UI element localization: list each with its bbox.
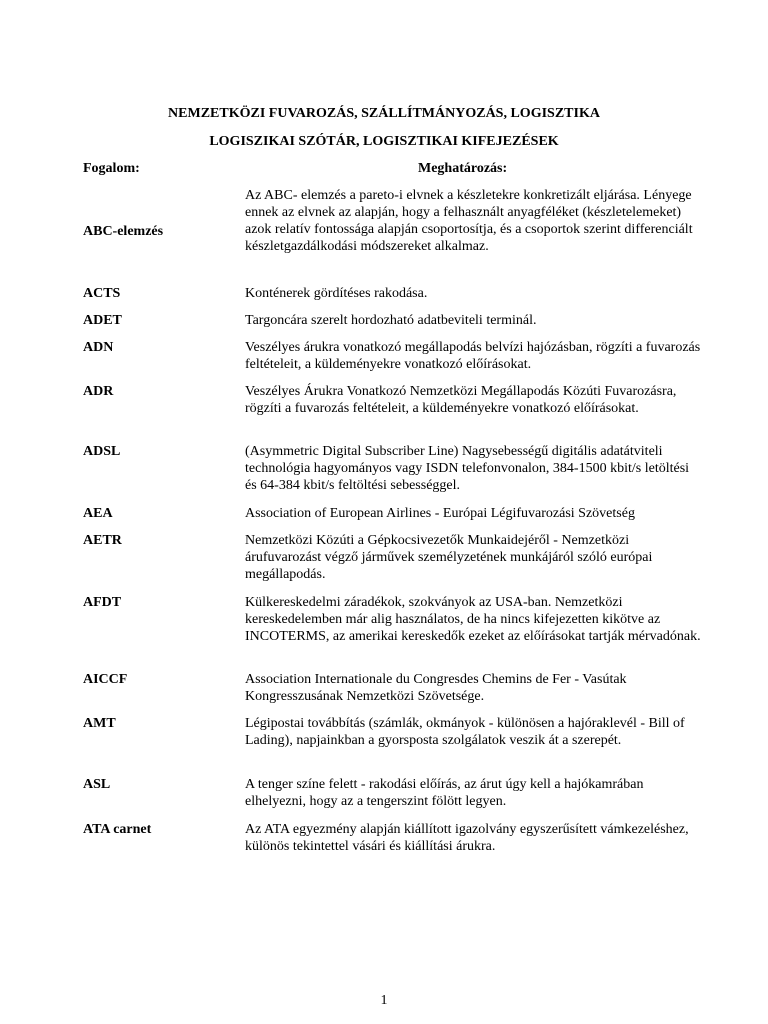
glossary-definition: Veszélyes árukra vonatkozó megállapodás belvízi hajózásban, rögzíti a fuvarozás feltételeit, a küldeményekre vonatkozó előírásokat.: [245, 340, 701, 372]
glossary-term: AICCF: [83, 672, 128, 687]
glossary-definition: Veszélyes Árukra Vonatkozó Nemzetközi Megállapodás Közúti Fuvarozásra, rögzíti a fuvarozás feltételeit, a küldeményekre vonatkozó előírásokat.: [245, 384, 677, 416]
glossary-definition: Légipostai továbbítás (számlák, okmányok - különösen a hajóraklevél - Bill of Lading), napjainkban a gyorsposta szolgálatok veszik át a szerepét.: [245, 716, 685, 748]
glossary-term: AETR: [83, 533, 122, 548]
glossary-term: ADET: [83, 313, 122, 328]
document-subtitle: LOGISZIKAI SZÓTÁR, LOGISZTIKAI KIFEJEZÉSEK: [209, 134, 559, 149]
glossary-term: ADN: [83, 340, 114, 355]
glossary-term: AFDT: [83, 595, 122, 610]
glossary-term: AEA: [83, 506, 113, 521]
glossary-definition: A tenger színe felett - rakodási előírás, az árut úgy kell a hajókamrában elhelyezni, hogy az a tengerszint fölött legyen.: [245, 777, 644, 809]
column-header-term: Fogalom:: [83, 161, 140, 176]
column-header-definition: Meghatározás:: [418, 161, 508, 176]
glossary-term: ATA carnet: [83, 822, 152, 837]
glossary-term: ADR: [83, 384, 114, 399]
page-number: 1: [380, 993, 388, 1008]
glossary-term: ASL: [83, 777, 111, 792]
glossary-term: ABC-elemzés: [83, 224, 164, 239]
glossary-definition: Konténerek gördítéses rakodása.: [245, 286, 428, 301]
glossary-definition: (Asymmetric Digital Subscriber Line) Nagysebességű digitális adatátviteli technológia hagyományos vagy ISDN telefonvonalon, 384-1500 kbit/s letöltési és 64-384 kbit/s feltöltési sebességgel.: [245, 444, 690, 493]
glossary-definition: Targoncára szerelt hordozható adatbeviteli terminál.: [245, 313, 537, 328]
glossary-definition: Association of European Airlines - Európai Légifuvarozási Szövetség: [245, 506, 635, 521]
glossary-term: ACTS: [83, 286, 121, 301]
glossary-term: AMT: [83, 716, 116, 731]
glossary-definition: Nemzetközi Közúti a Gépkocsivezetők Munkaidejéről - Nemzetközi árufuvarozást végző járművek személyzetének munkájáról szóló európai megállapodás.: [245, 533, 653, 582]
glossary-definition: Az ATA egyezmény alapján kiállított igazolvány egyszerűsített vámkezeléshez, különös tekintettel vásári és kiállítási árukra.: [245, 822, 689, 854]
document-title: NEMZETKÖZI FUVAROZÁS, SZÁLLÍTMÁNYOZÁS, LOGISZTIKA: [168, 106, 600, 121]
glossary-definition: Külkereskedelmi záradékok, szokványok az USA-ban. Nemzetközi kereskedelemben már alig használatos, de ha nincs kifejezetten kikötve az INCOTERMS, az amerikai kereskedők ezeket az előírásokat tartják mérvadónak.: [245, 595, 701, 644]
glossary-term: ADSL: [83, 444, 121, 459]
glossary-definition: Az ABC- elemzés a pareto-i elvnek a készletekre konkretizált eljárása. Lényege ennek az elvnek az alapján, hogy a felhasznált anyagféléket (készletelemeket) azok relatív fontossága alapján csoportosítja, és a csoportok szerint differenciált készletgazdálkodási módszereket alkalmaz.: [245, 188, 693, 254]
glossary-definition: Association Internationale du Congresdes Chemins de Fer - Vasútak Kongresszusának Nemzetközi Szövetsége.: [245, 672, 627, 704]
